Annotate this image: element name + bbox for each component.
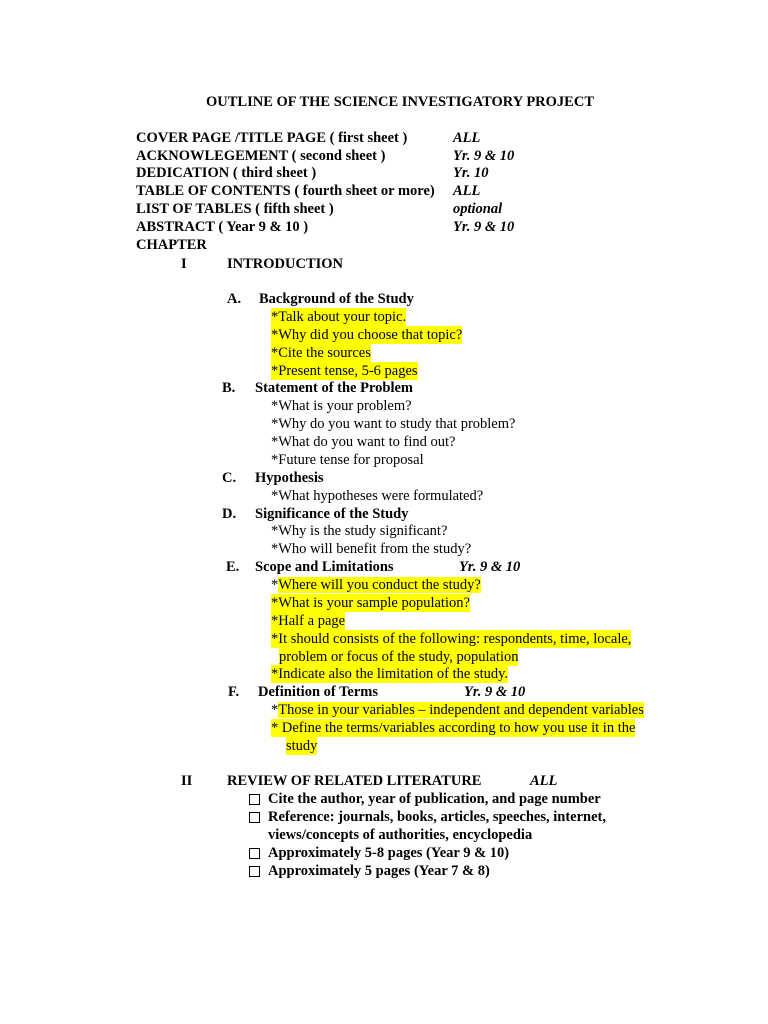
- chapter-note: ALL: [530, 773, 558, 789]
- section-item: [271, 612, 345, 630]
- section-note: Yr. 9 & 10: [459, 559, 521, 575]
- chapter-numeral: I: [181, 256, 187, 272]
- section-item: *What hypotheses were formulated?: [271, 488, 484, 504]
- asterisk: *: [271, 720, 279, 736]
- section-heading: Significance of the Study: [255, 506, 409, 522]
- section-item: [271, 665, 508, 683]
- chapter-label: CHAPTER: [136, 237, 207, 253]
- section-item: *What is your problem?: [271, 398, 412, 414]
- checkbox-icon: [249, 809, 260, 827]
- section-heading: Definition of Terms: [258, 684, 379, 700]
- section-item: [271, 630, 631, 648]
- front-matter-label: TABLE OF CONTENTS ( fourth sheet or more): [136, 183, 435, 199]
- asterisk: *: [271, 613, 279, 629]
- front-matter-note: Yr. 9 & 10: [453, 148, 515, 164]
- section-item: *What do you want to find out?: [271, 434, 456, 450]
- chapter-numeral: II: [181, 773, 193, 789]
- section-item: *Talk about your topic.: [271, 309, 407, 325]
- front-matter-note: Yr. 10: [453, 165, 489, 181]
- section-item: study: [286, 738, 318, 754]
- section-item: problem or focus of the study, population: [279, 649, 519, 665]
- front-matter-note: ALL: [453, 183, 481, 199]
- section-item-text: Half a page: [278, 613, 346, 629]
- front-matter-label: COVER PAGE /TITLE PAGE ( first sheet ): [136, 130, 408, 146]
- section-item: *Why is the study significant?: [271, 523, 448, 539]
- section-item: *Future tense for proposal: [271, 452, 424, 468]
- section-item: *Present tense, 5-6 pages: [271, 363, 418, 379]
- section-item-text: Define the terms/variables according to how you use it in the: [278, 720, 636, 736]
- section-letter: B.: [222, 380, 236, 396]
- asterisk: *: [271, 577, 279, 593]
- section-heading: Background of the Study: [259, 291, 414, 307]
- section-heading: Scope and Limitations: [255, 559, 394, 575]
- chapter-title: INTRODUCTION: [227, 256, 344, 272]
- section-item: *Why do you want to study that problem?: [271, 416, 516, 432]
- asterisk: *: [271, 702, 279, 718]
- section-item-text: Those in your variables – independent and dependent variables: [278, 702, 644, 718]
- asterisk: *: [271, 631, 279, 647]
- section-item: [271, 719, 635, 737]
- section-letter: E.: [226, 559, 240, 575]
- section-item: [271, 594, 470, 612]
- section-item: *Who will benefit from the study?: [271, 541, 472, 557]
- list-item: Cite the author, year of publication, and page number: [268, 791, 601, 807]
- checkbox-icon: [249, 845, 260, 863]
- section-item: *Cite the sources: [271, 345, 371, 361]
- front-matter-note: optional: [453, 201, 503, 217]
- section-letter: A.: [227, 291, 242, 307]
- front-matter-label: ACKNOWLEGEMENT ( second sheet ): [136, 148, 386, 164]
- asterisk: *: [271, 666, 279, 682]
- front-matter-label: LIST OF TABLES ( fifth sheet ): [136, 201, 334, 217]
- section-item-text: Indicate also the limitation of the study.: [278, 666, 509, 682]
- document-title: OUTLINE OF THE SCIENCE INVESTIGATORY PROJECT: [206, 94, 594, 110]
- asterisk: *: [271, 595, 279, 611]
- checkbox-icon: [249, 791, 260, 809]
- section-letter: D.: [222, 506, 237, 522]
- section-note: Yr. 9 & 10: [464, 684, 526, 700]
- section-item-text: Where will you conduct the study?: [278, 577, 481, 593]
- section-heading: Statement of the Problem: [255, 380, 413, 396]
- section-item-text: It should consists of the following: respondents, time, locale,: [278, 631, 632, 647]
- section-item: *Why did you choose that topic?: [271, 327, 463, 343]
- front-matter-note: Yr. 9 & 10: [453, 219, 515, 235]
- section-item-text: What is your sample population?: [278, 595, 470, 611]
- section-item: [271, 701, 644, 719]
- front-matter-note: ALL: [453, 130, 481, 146]
- list-item: Approximately 5-8 pages (Year 9 & 10): [268, 845, 510, 861]
- list-item: Approximately 5 pages (Year 7 & 8): [268, 863, 490, 879]
- section-letter: C.: [222, 470, 237, 486]
- section-letter: F.: [228, 684, 240, 700]
- section-item: [271, 576, 481, 594]
- list-item-continuation: views/concepts of authorities, encyclopedia: [268, 827, 533, 843]
- front-matter-label: DEDICATION ( third sheet ): [136, 165, 317, 181]
- list-item: Reference: journals, books, articles, speeches, internet,: [268, 809, 606, 825]
- front-matter-label: ABSTRACT ( Year 9 & 10 ): [136, 219, 309, 235]
- checkbox-icon: [249, 863, 260, 881]
- chapter-title: REVIEW OF RELATED LITERATURE: [227, 773, 482, 789]
- section-heading: Hypothesis: [255, 470, 324, 486]
